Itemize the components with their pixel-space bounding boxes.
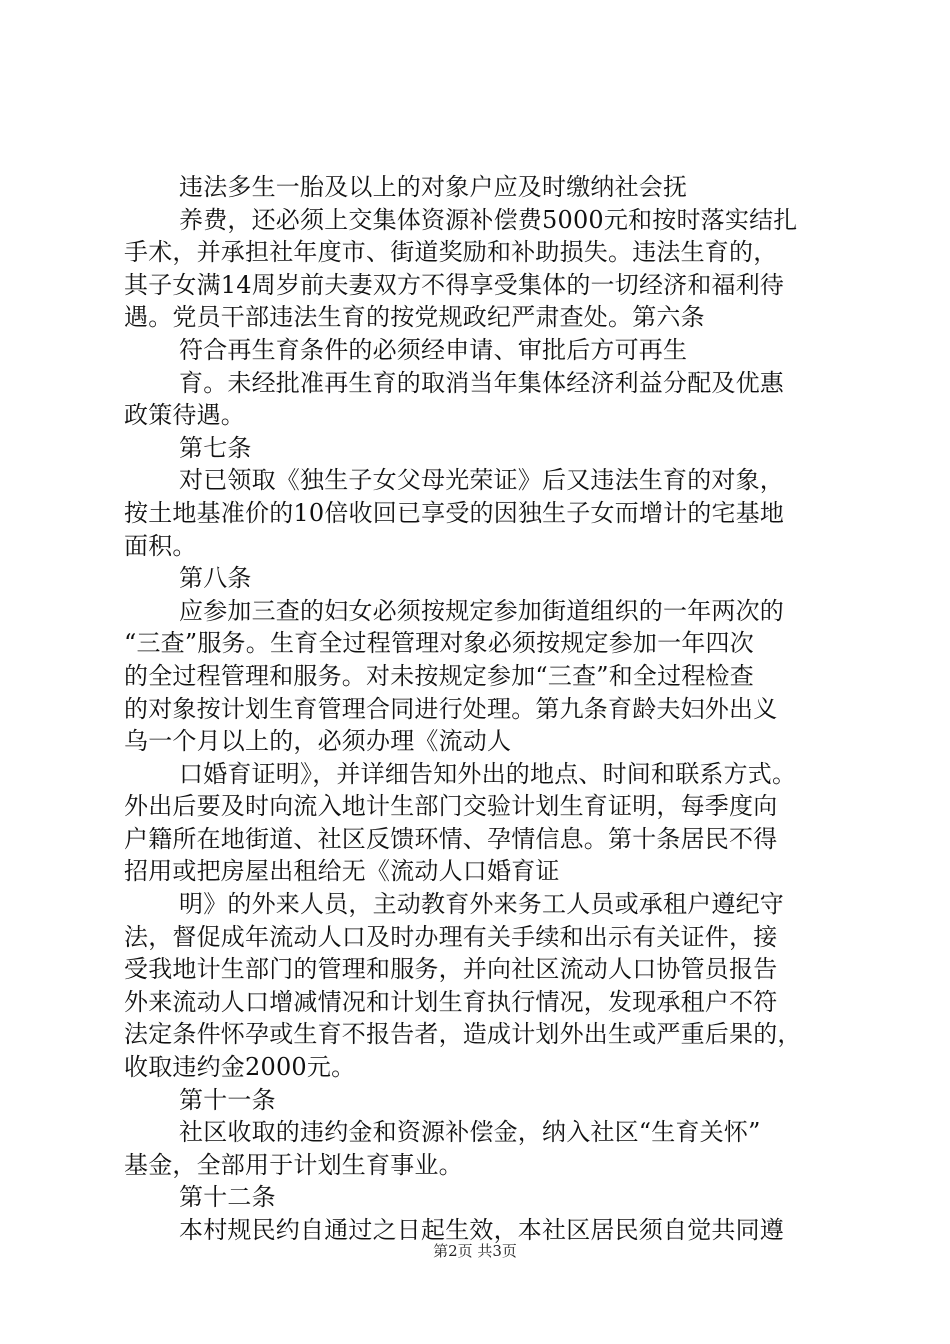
text-line: 基金，全部用于计划生育事业。 — [124, 1150, 463, 1179]
text-line: 政策待遇。 — [124, 401, 245, 430]
text-line: 按土地基准价的10倍收回已享受的因独生子女而增计的宅基地 — [124, 498, 785, 527]
text-line: 法定条件怀孕或生育不报告者，造成计划外出生或严重后果的， — [124, 1020, 802, 1049]
text-line: 遇。党员干部违法生育的按党规政纪严肃查处。第六条 — [124, 303, 705, 332]
text-line: 法，督促成年流动人口及时办理有关手续和出示有关证件，接 — [124, 922, 778, 951]
text-line: 违法多生一胎及以上的对象户应及时缴纳社会抚 — [179, 173, 688, 201]
text-line: 明》的外来人员，主动教育外来务工人员或承租户遵纪守 — [179, 890, 784, 919]
text-line: 本村规民约自通过之日起生效，本社区居民须自觉共同遵 — [179, 1216, 784, 1244]
text-line: 口婚育证明》，并详细告知外出的地点、时间和联系方式。 — [179, 759, 797, 788]
section-heading: 第八条 — [179, 564, 252, 593]
text-line: 对已领取《独生子女父母光荣证》后又违法生育的对象， — [179, 466, 784, 495]
text-line: 手术，并承担社年度市、街道奖励和补助损失。违法生育的， — [124, 238, 778, 267]
text-line: 户籍所在地街道、社区反馈环情、孕情信息。第十条居民不得 — [124, 824, 778, 853]
text-line: 社区收取的违约金和资源补偿金，纳入社区“生育关怀” — [179, 1118, 761, 1147]
text-line: 外来流动人口增减情况和计划生育执行情况，发现承租户不符 — [124, 987, 778, 1016]
text-line: 育。未经批准再生育的取消当年集体经济利益分配及优惠 — [179, 368, 784, 397]
text-line: 符合再生育条件的必须经申请、审批后方可再生 — [179, 335, 688, 364]
section-heading: 第十一条 — [179, 1085, 276, 1114]
section-heading: 第十二条 — [179, 1183, 276, 1212]
text-line: 受我地计生部门的管理和服务，并向社区流动人口协管员报告 — [124, 955, 778, 984]
text-line: 应参加三查的妇女必须按规定参加街道组织的一年两次的 — [179, 596, 784, 625]
text-line: 其子女满14周岁前夫妻双方不得享受集体的一切经济和福利待 — [124, 270, 785, 299]
text-line: 收取违约金2000元。 — [124, 1053, 356, 1082]
text-line: “三查”服务。生育全过程管理对象必须按规定参加一年四次 — [124, 629, 754, 658]
text-line: 外出后要及时向流入地计生部门交验计划生育证明，每季度向 — [124, 792, 778, 821]
page-number-footer: 第2页 共3页 — [433, 1242, 517, 1260]
text-line: 面积。 — [124, 531, 197, 560]
text-line: 乌一个月以上的，必须办理《流动人 — [124, 727, 512, 756]
section-heading: 第七条 — [179, 433, 252, 462]
text-line: 的对象按计划生育管理合同进行处理。第九条育龄夫妇外出义 — [124, 694, 778, 723]
text-line: 招用或把房屋出租给无《流动人口婚育证 — [124, 857, 560, 886]
text-line: 的全过程管理和服务。对未按规定参加“三查”和全过程检查 — [124, 661, 754, 690]
document-body — [124, 171, 838, 1247]
text-line: 养费，还必须上交集体资源补偿费5000元和按时落实结扎 — [179, 205, 798, 234]
